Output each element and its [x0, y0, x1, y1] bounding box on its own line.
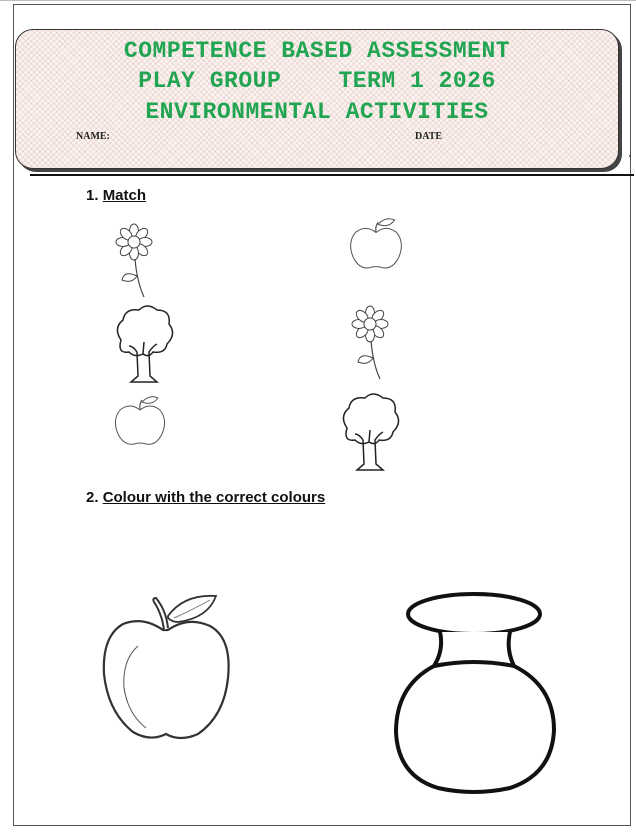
pot-icon	[390, 590, 560, 800]
question-2	[86, 489, 325, 506]
flower-icon	[340, 300, 400, 382]
tree-icon	[334, 392, 404, 472]
question-1-number: 1.	[86, 187, 99, 204]
header-box	[15, 29, 619, 169]
apple-icon	[98, 588, 238, 748]
tree-icon	[108, 304, 178, 384]
name-label: NAME:	[76, 131, 110, 142]
question-2-number: 2.	[86, 489, 99, 506]
header-line-2: PLAY GROUP TERM 1 2026	[138, 68, 496, 94]
date-label: DATE	[415, 131, 443, 142]
flower-icon	[104, 218, 164, 300]
apple-icon	[110, 394, 170, 454]
apple-icon	[345, 216, 407, 278]
top-rule	[0, 0, 636, 1]
header-line-1: COMPETENCE BASED ASSESSMENT	[123, 38, 511, 64]
question-1	[86, 187, 146, 204]
header-divider	[30, 174, 634, 176]
stray-mark	[629, 155, 631, 157]
question-1-title: Match	[102, 187, 147, 204]
question-2-title: Colour with the correct colours	[102, 489, 326, 506]
header-line-3: ENVIRONMENTAL ACTIVITIES	[145, 99, 489, 125]
